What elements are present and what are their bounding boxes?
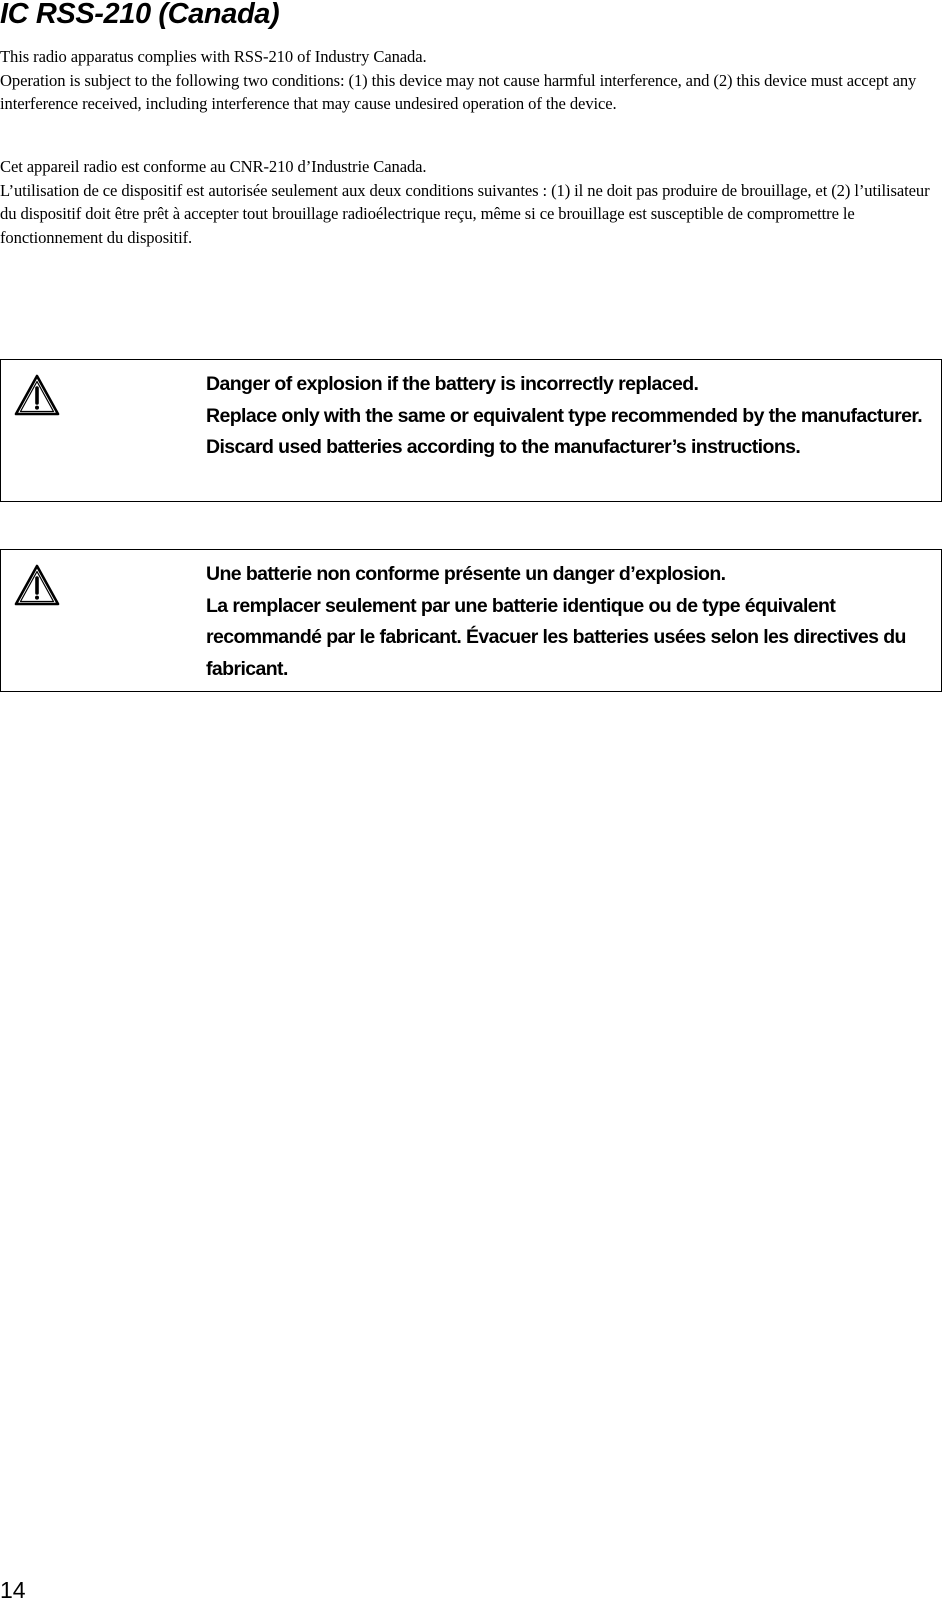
warning-triangle-icon bbox=[14, 564, 60, 606]
page-heading: IC RSS-210 (Canada) bbox=[0, 0, 280, 30]
english-notice-line-1: This radio apparatus complies with RSS-210 of Industry Canada. bbox=[0, 47, 427, 66]
warning-text-french bbox=[206, 559, 936, 685]
english-notice-line-2: Operation is subject to the following two conditions: (1) this device may not cause harmful interference, and (2) this device must accept any interference received, including interference that may cause undesired operation of the device. bbox=[0, 70, 917, 113]
french-notice-line-2: L’utilisation de ce dispositif est autorisée seulement aux deux conditions suivantes : (1) il ne doit pas produire de brouillage, et (2) l’utilisateur du dispositif doit être prêt à accepter tout brouillage radioélectrique reçu, même si ce brouillage est susceptible de compromettre le fonctionnement du dispositif. bbox=[0, 180, 930, 247]
warning-en-line-2: Replace only with the same or equivalent type recommended by the manufacturer. Discard used batteries according to the manufacturer’s instructions. bbox=[206, 404, 923, 458]
french-compliance-notice bbox=[0, 155, 944, 249]
battery-warning-english bbox=[0, 359, 942, 502]
french-notice-line-1: Cet appareil radio est conforme au CNR-210 d’Industrie Canada. bbox=[0, 157, 427, 176]
page-number: 14 bbox=[0, 1577, 26, 1603]
warning-triangle-icon bbox=[14, 374, 60, 416]
warning-text-english bbox=[206, 369, 936, 464]
battery-warning-french bbox=[0, 549, 942, 692]
english-compliance-notice bbox=[0, 45, 944, 116]
warning-fr-line-1: Une batterie non conforme présente un danger d’explosion. bbox=[206, 563, 726, 585]
warning-en-line-1: Danger of explosion if the battery is incorrectly replaced. bbox=[206, 373, 699, 395]
warning-fr-line-2: La remplacer seulement par une batterie identique ou de type équivalent recommandé par le fabricant. Évacuer les batteries usées selon les directives du fabricant. bbox=[206, 594, 906, 680]
